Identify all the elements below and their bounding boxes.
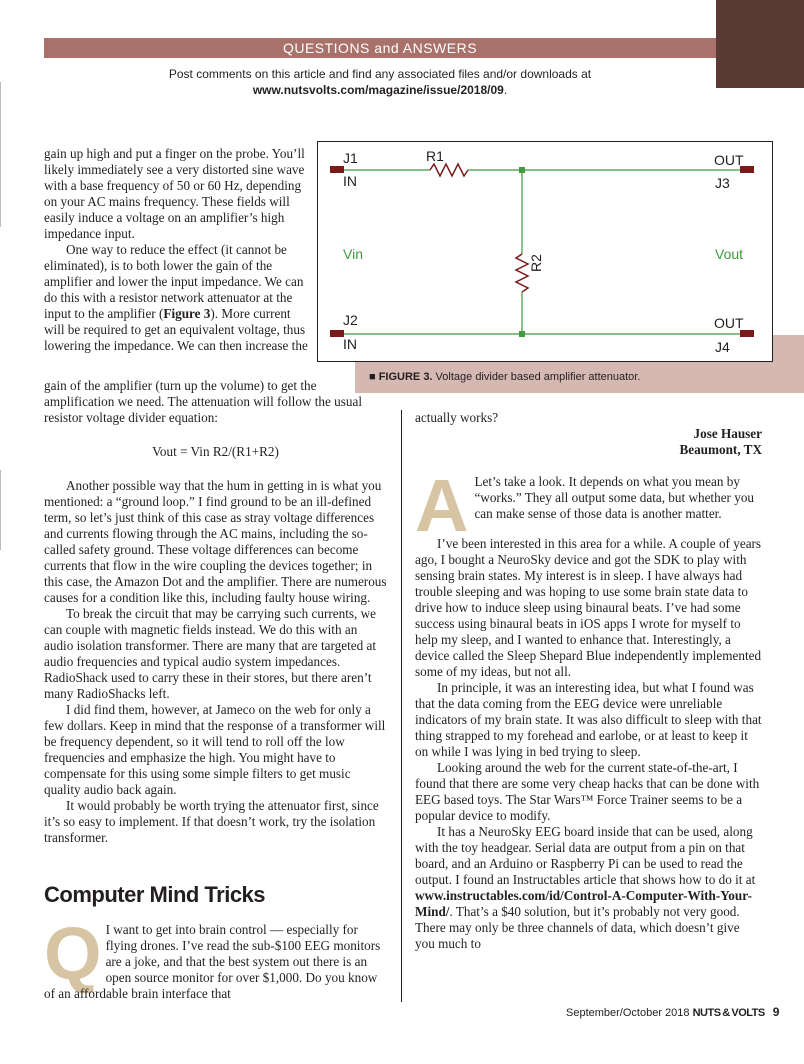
- footer-brand: NUTS & VOLTS: [692, 1007, 765, 1019]
- left-paragraph-2-continued: gain of the amplifier (turn up the volume) to get the amplification we need. The attenuation will follow the usual resistor voltage divider equation:: [44, 378, 363, 425]
- divider-equation: Vout = Vin R2/(R1+R2): [152, 444, 279, 459]
- label-j3: J3: [715, 175, 730, 191]
- left-paragraph-1: gain up high and put a finger on the probe. You’ll likely immediately see a very distorted sine wave with a base frequency of 50 or 60 Hz, depending on your AC mains frequency. These fields will easily induce a voltage on an amplifier’s high impedance input.: [44, 146, 305, 241]
- label-j1: J1: [343, 150, 358, 166]
- label-r2: R2: [528, 254, 544, 272]
- terminal-j2: [330, 330, 344, 337]
- footer-issue: September/October 2018: [566, 1007, 690, 1019]
- terminal-j1: [330, 166, 344, 173]
- answer-intro: [415, 464, 762, 547]
- label-out-top: OUT: [714, 152, 744, 168]
- voltage-divider-diagram: [318, 142, 772, 361]
- label-out-bottom: OUT: [714, 315, 744, 331]
- issue-url-link[interactable]: www.nutsvolts.com/magazine/issue/2018/09: [252, 83, 504, 97]
- label-vin: Vin: [343, 246, 363, 262]
- corner-accent-block: [716, 0, 804, 88]
- figure-3-reference: Figure 3: [163, 306, 211, 321]
- label-vout: Vout: [715, 246, 744, 262]
- figure-3-schematic: [317, 141, 773, 362]
- right-paragraph-1: I’ve been interested in this area for a while. A couple of years ago, I bought a NeuroSky device and got the SDK to play with sensing brain states. My interest is in sleep. I have always had trouble sleeping and was hoping to use some brain state data to drive how to induce sleep using binaural beats. I’ve had some success using binaural beats in iOS apps I wrote for myself to help my sleep, and I wanted to enhance that. Interestingly, a device called the Sleep Shepard Blue independently implemented some of my ideas, but not all.: [415, 536, 762, 679]
- left-paragraph-2: [44, 242, 312, 354]
- post-comments-note: [44, 66, 716, 98]
- question-end: actually works?: [415, 410, 499, 425]
- page-footer: [566, 1005, 779, 1019]
- right-p4-text-a: It has a NeuroSky EEG board inside that can be used, along with the toy headgear. Serial data are output from a pin on that board, and an Arduino or Raspberry Pi can be used to read the output. I found an Instructables article that shows how to do it at: [415, 824, 756, 887]
- column-divider: [401, 410, 402, 1002]
- post-comments-line: Post comments on this article and find any associated files and/or downloads at: [168, 67, 592, 81]
- page-number: 9: [772, 1005, 780, 1019]
- node-top: [519, 167, 525, 173]
- label-in-bottom: IN: [343, 336, 357, 352]
- caption-text: Voltage divider based amplifier attenuator.: [432, 371, 641, 383]
- label-r1: R1: [426, 148, 444, 164]
- terminal-j4: [740, 330, 754, 337]
- question-text: I want to get into brain control — especially for flying drones. I’ve read the sub-$100 EEG monitors are a joke, and that the best system out there is an open source monitor for over $1,000. Do you know of an affordable brain interface that: [44, 922, 381, 1001]
- label-j4: J4: [715, 339, 730, 355]
- figure-3-caption: [369, 371, 640, 383]
- node-bottom: [519, 331, 525, 337]
- signature-name: Jose Hauser: [693, 426, 762, 441]
- label-in-top: IN: [343, 173, 357, 189]
- right-paragraph-2: In principle, it was an interesting idea, but what I found was that the data coming from the EEG device were unreliable indicators of my brain state. It was also difficult to sleep with that thing strapped to my forehead and earlobe, or at least to keep it on while I was lying in bed trying to sleep.: [415, 680, 762, 759]
- section-banner: QUESTIONS and ANSWERS: [44, 38, 716, 58]
- signature-place: Beaumont, TX: [679, 442, 762, 457]
- question-block: [44, 912, 387, 1002]
- question-drop-cap: Q: [44, 912, 102, 995]
- right-paragraph-3: Looking around the web for the current state-of-the-art, I found that there are some very cheap hacks that can be done with EEG based toys. The Star Wars™ Force Trainer seems to be a popular device to modify.: [415, 760, 760, 823]
- left-paragraph-3: Another possible way that the hum in getting in is what you mentioned: a “ground loop.” I find ground to be an ill-defined term, so let’s just think of this case as stray voltage differences and currents flowing through the AC mains, including the so-called safety ground. These voltage differences can become currents that flow in the wire coupling the devices together; in this case, the Amazon Dot and the amplifier. There are numerous causes for a condition like this, including faulty house wiring.: [44, 478, 387, 605]
- answer-intro-text: Let’s take a look. It depends on what you mean by “works.” They all output some data, but whether you can make sense of those data is another matter.: [474, 474, 755, 521]
- resistor-r1: [430, 164, 468, 176]
- url-period: .: [503, 83, 508, 97]
- left-p2-text-b: ). More current will be required to get an equivalent voltage, thus lowering the impedance. We can then increase the: [44, 306, 308, 353]
- answer-drop-cap: A: [415, 464, 469, 547]
- instructables-link[interactable]: www.instructables.com/id/Control-A-Computer-With-Your-Mind/: [415, 888, 752, 919]
- resistor-r2: [516, 254, 528, 292]
- left-p2-text-a: One way to reduce the effect (it cannot be eliminated), is to both lower the gain of the amplifier and lower the input impedance. We can do this with a resistor network attenuator at the input to the amplifier (: [44, 242, 304, 321]
- right-p4-text-b: . That’s a $40 solution, but it’s probably not very good. There may only be three channels of data, which doesn’t give you much to: [415, 904, 740, 951]
- right-paragraph-4: [415, 824, 762, 952]
- post-comments-url-line: [44, 82, 716, 98]
- section-heading: Computer Mind Tricks: [44, 882, 266, 907]
- right-column-body: [415, 410, 762, 952]
- left-paragraph-4: To break the circuit that may be carrying such currents, we can couple with magnetic fields instead. We do this with an audio isolation transformer. There are many that are targeted at audio frequencies and typical audio system impedances. RadioShack used to carry these in their stores, but there aren’t many RadioShacks left.: [44, 606, 376, 701]
- margin-rule-lower: [0, 470, 1, 550]
- left-column-body: [44, 478, 387, 846]
- left-paragraph-5: I did find them, however, at Jameco on the web for only a few dollars. Keep in mind that the response of a transformer will be frequency dependent, so it will tend to roll off the low frequencies and emphasize the high. You might have to compensate for this using some simple filters to get music quality audio back again.: [44, 702, 386, 797]
- caption-lead: ■ FIGURE 3.: [369, 371, 433, 383]
- label-j2: J2: [343, 312, 358, 328]
- left-paragraph-6: It would probably be worth trying the attenuator first, since it’s so easy to implement. If that doesn’t work, try the isolation transformer.: [44, 798, 379, 845]
- left-paragraphs-top: [44, 146, 312, 354]
- margin-rule: [0, 82, 1, 227]
